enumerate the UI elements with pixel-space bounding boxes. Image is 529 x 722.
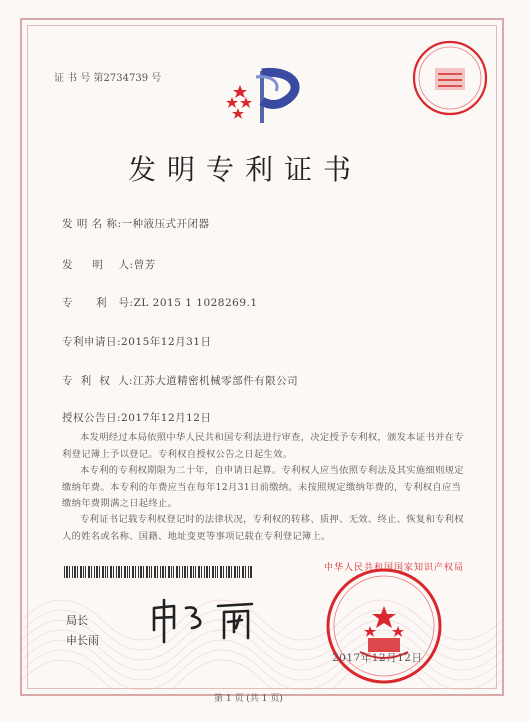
field-label: 发 明 人: (62, 259, 134, 271)
field-value: 曾芳 (133, 259, 156, 271)
seal-date: 2017年12月12日 (332, 652, 423, 664)
field-label: 发 明 名 称: (62, 218, 122, 230)
field-value: 2015年12月31日 (121, 336, 212, 348)
certificate-title: 发明专利证书 (128, 153, 363, 186)
field-inventor (62, 257, 156, 272)
director-title: 局长 (66, 614, 88, 627)
barcode-icon (64, 566, 254, 578)
paragraph-1: 本发明经过本局依照中华人民共和国专利法进行审查，决定授予专利权，颁发本证书并在专利登记簿上予以登记。专利权自授权公告之日起生效。 (62, 432, 464, 460)
field-label: 专 利 权 人: (62, 375, 134, 387)
field-label: 专利申请日: (62, 336, 122, 348)
field-value: 2017年12月12日 (121, 412, 212, 424)
patent-office-logo-icon (222, 63, 306, 129)
certificate-number: 证 书 号 第2734739 号 (54, 73, 162, 84)
paragraph-2: 本专利的专利权期限为二十年，自申请日起算。专利权人应当依照专利法及其实施细则规定缴纳年费。本专利的年费应当在每年12月31日前缴纳。未按照规定缴纳年费的，专利权自应当缴纳年费期满之日起终止。 (62, 465, 464, 509)
director-signature-icon (148, 596, 268, 648)
field-grant-date (62, 410, 212, 425)
paragraph-3: 专利证书记载专利权登记时的法律状况，专利权的转移、质押、无效、终止、恢复和专利权人的姓名或名称、国籍、地址变更等事项记载在专利登记簿上。 (62, 514, 464, 542)
official-seal-small-icon (410, 38, 490, 118)
field-invention-name (62, 216, 210, 231)
director-name: 申长雨 (66, 634, 99, 647)
field-value: 江苏大道精密机械零部件有限公司 (133, 375, 299, 387)
field-patentee (62, 373, 298, 388)
field-value: 一种液压式开闭器 (121, 218, 210, 230)
field-application-date (62, 334, 212, 349)
page-footer: 第 1 页 (共 1 页) (214, 694, 283, 704)
field-label: 专 利 号: (62, 297, 134, 309)
field-label: 授权公告日: (62, 412, 122, 424)
official-seal-large-icon (324, 566, 444, 686)
field-patent-number (62, 295, 258, 310)
seal-text: 中华人民共和国国家知识产权局 (324, 563, 465, 573)
field-value: ZL 2015 1 1028269.1 (133, 297, 258, 309)
